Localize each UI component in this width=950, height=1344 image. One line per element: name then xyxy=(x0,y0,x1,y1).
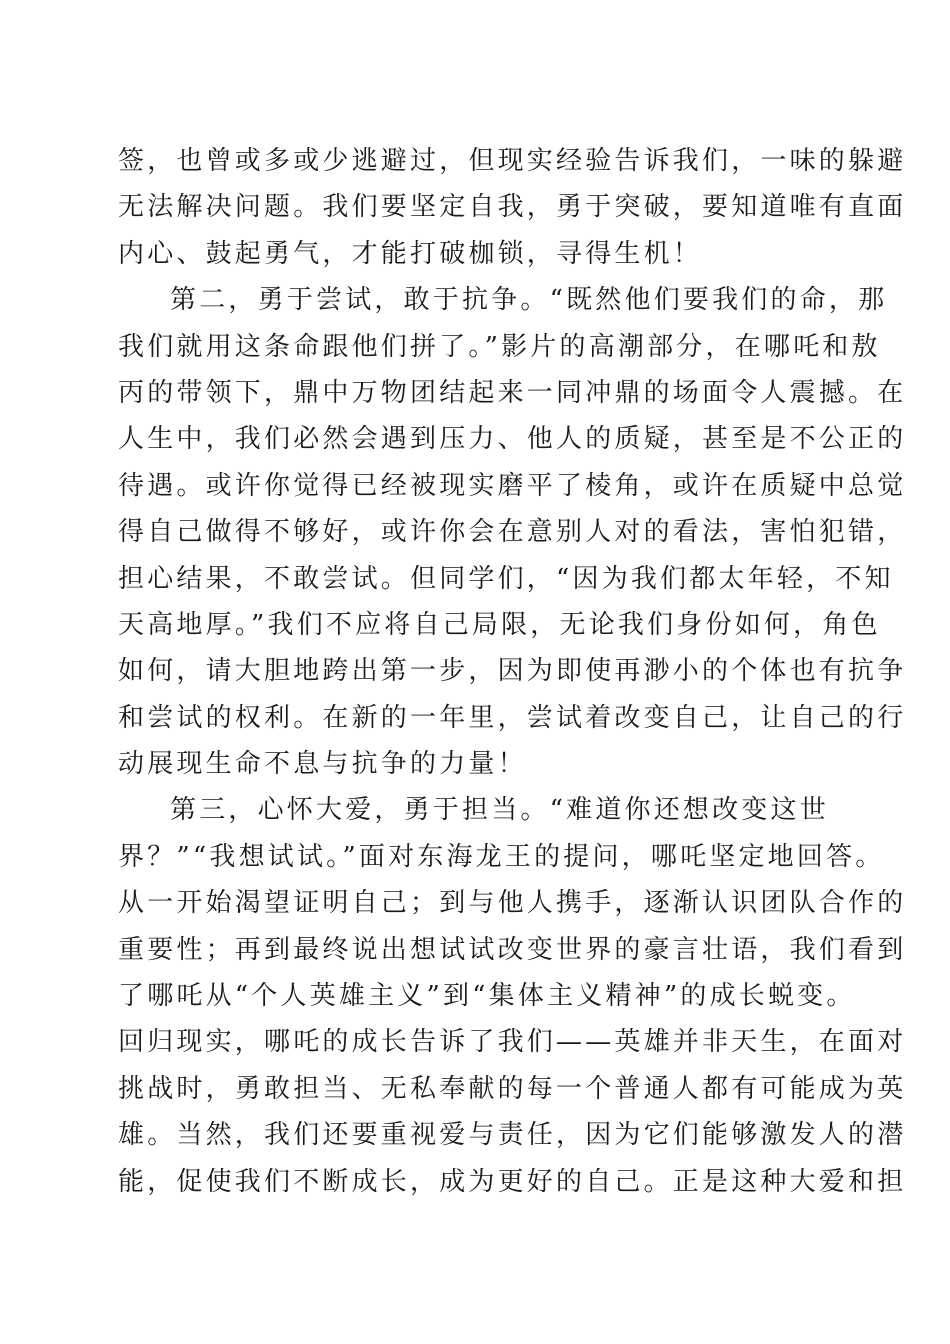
text-line-6: 丙的带领下，鼎中万物团结起来一同冲鼎的场面令人震撼。在 xyxy=(118,377,907,408)
text-line-10: 担心结果，不敢尝试。但同学们，“因为我们都太年轻，不知 xyxy=(118,563,894,594)
text-line-3: 内心、鼓起勇气，才能打破枷锁，寻得生机！ xyxy=(118,238,703,269)
text-line-17: 从一开始渴望证明自己；到与他人携手，逐渐认识团队合作的 xyxy=(118,888,907,919)
text-line-20: 回归现实，哪吒的成长告诉了我们——英雄并非天生，在面对 xyxy=(118,1027,907,1058)
text-line-19: 了哪吒从“个人英雄主义”到“集体主义精神”的成长蜕变。 xyxy=(118,981,856,1012)
text-line-21: 挑战时，勇敢担当、无私奉献的每一个普通人都有可能成为英 xyxy=(118,1073,907,1104)
text-line-18: 重要性；再到最终说出想试试改变世界的豪言壮语，我们看到 xyxy=(118,934,907,965)
text-line-9: 得自己做得不够好，或许你会在意别人对的看法，害怕犯错， xyxy=(118,517,907,548)
text-line-5: 我们就用这条命跟他们拼了。”影片的高潮部分，在哪吒和敖 xyxy=(118,331,881,362)
text-line-23: 能，促使我们不断成长，成为更好的自己。正是这种大爱和担 xyxy=(118,1166,907,1197)
text-line-8: 待遇。或许你觉得已经被现实磨平了棱角，或许在质疑中总觉 xyxy=(118,470,907,501)
text-line-11: 天高地厚。”我们不应将自己局限，无论我们身份如何，角色 xyxy=(118,609,881,640)
text-line-12: 如何，请大胆地跨出第一步，因为即使再渺小的个体也有抗争 xyxy=(118,656,907,687)
text-line-14: 动展现生命不息与抗争的力量！ xyxy=(118,749,527,780)
text-line-13: 和尝试的权利。在新的一年里，尝试着改变自己，让自己的行 xyxy=(118,702,907,733)
paragraph-two-heading-line: 第二，勇于尝试，敢于抗争。“既然他们要我们的命，那 xyxy=(170,285,888,316)
text-line-1: 签，也曾或多或少逃避过，但现实经验告诉我们，一味的躲避 xyxy=(118,146,907,176)
body-text xyxy=(118,138,907,1205)
paragraph-three-heading-line: 第三，心怀大爱，勇于担当。“难道你还想改变这世 xyxy=(170,795,829,826)
text-line-22: 雄。当然，我们还要重视爱与责任，因为它们能够激发人的潜 xyxy=(118,1120,907,1151)
text-line-16: 界？”“我想试试。”面对东海龙王的提问，哪吒坚定地回答。 xyxy=(118,841,885,872)
text-line-2: 无法解决问题。我们要坚定自我，勇于突破，要知道唯有直面 xyxy=(118,192,907,223)
text-line-7: 人生中，我们必然会遇到压力、他人的质疑，甚至是不公正的 xyxy=(118,424,907,455)
